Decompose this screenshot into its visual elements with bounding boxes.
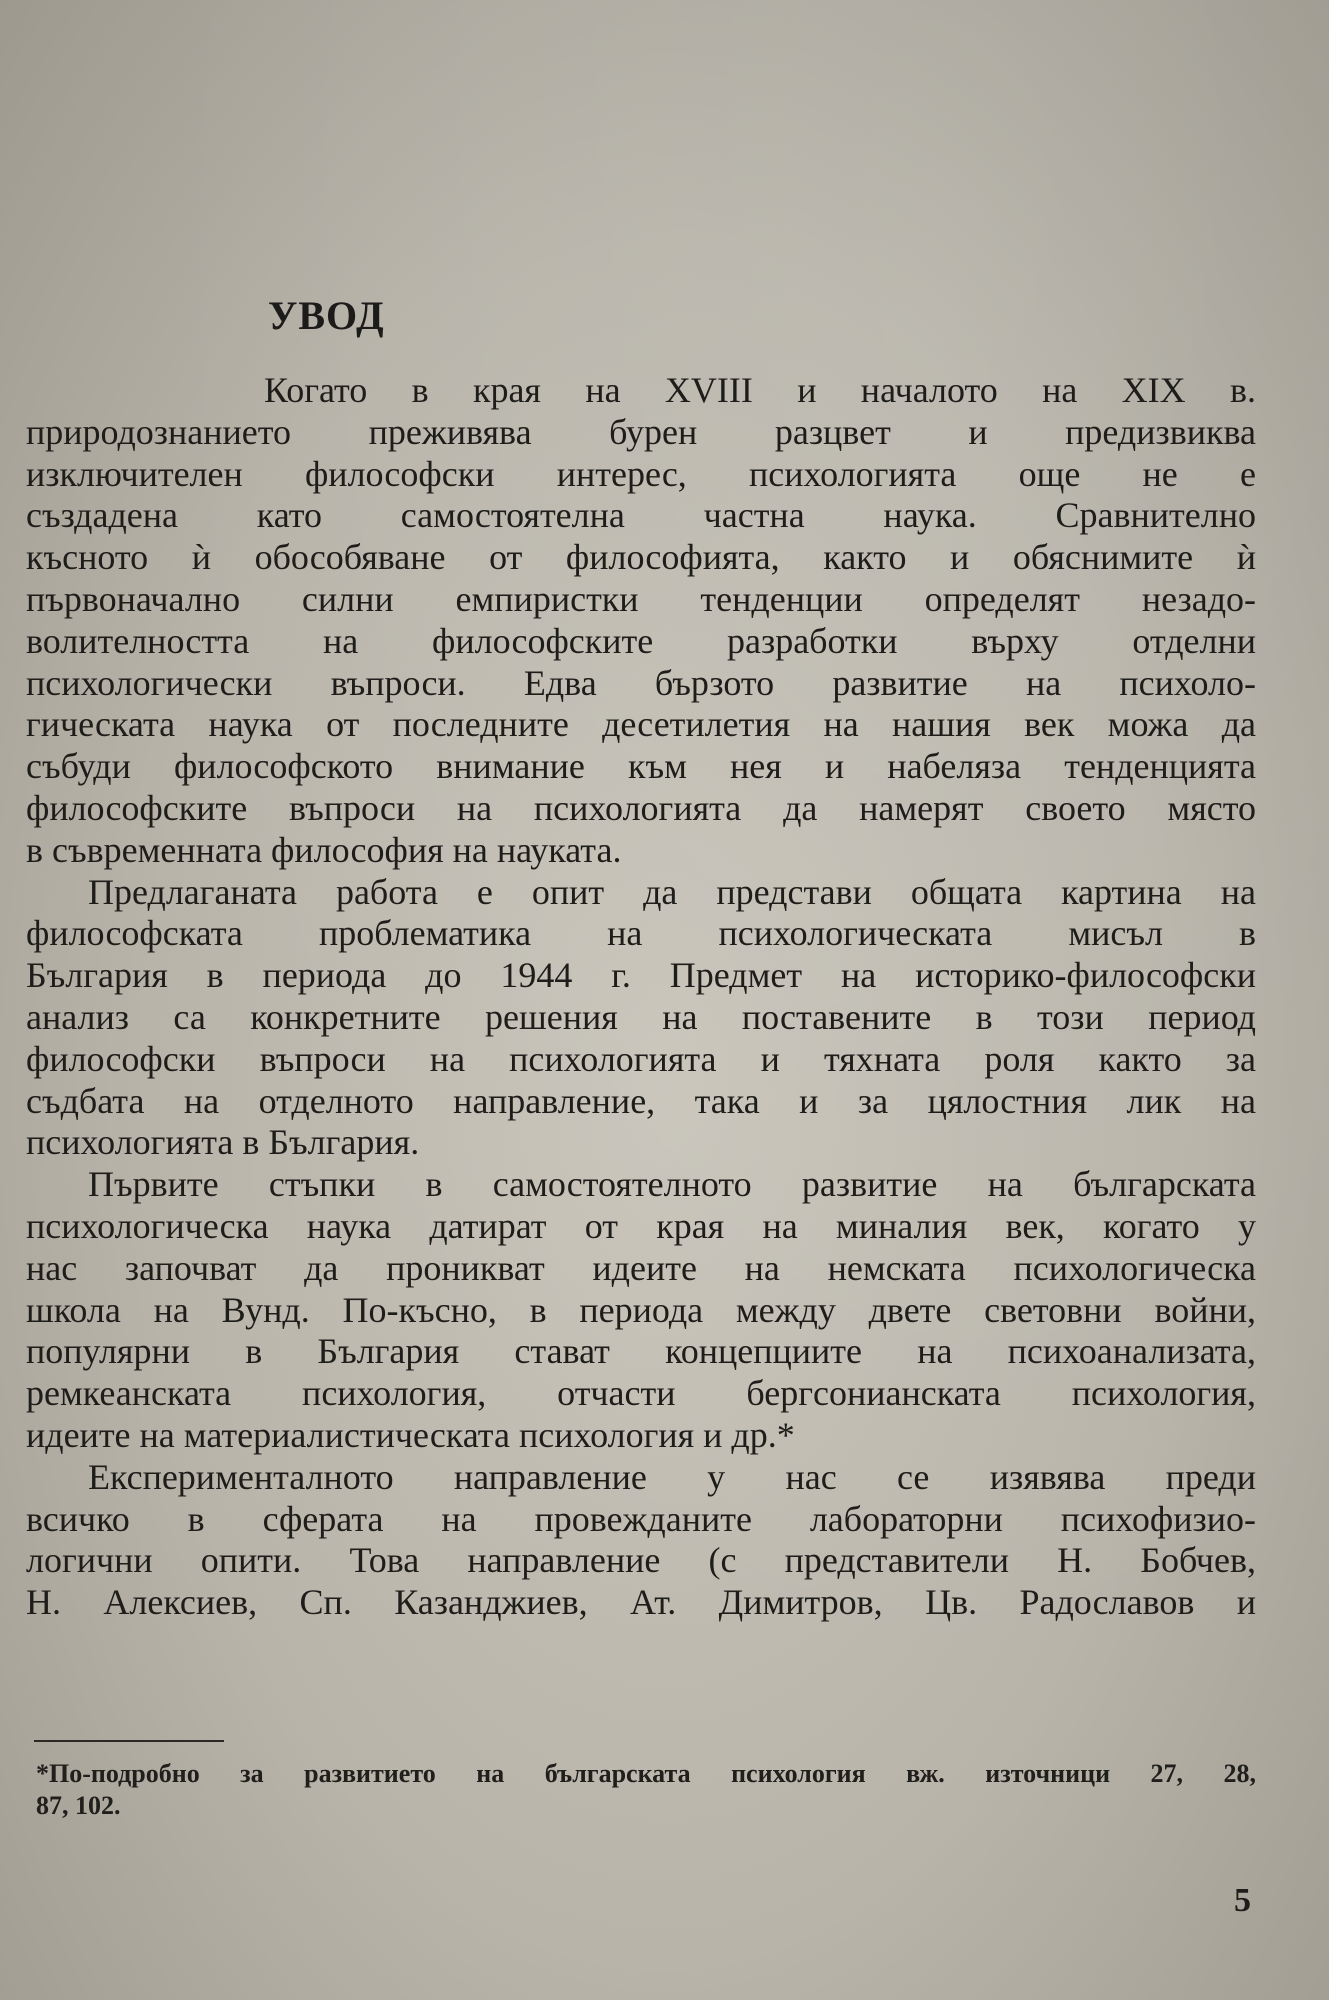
text-line: философските въпроси на психологията да намерят своето място — [26, 787, 1256, 828]
text-line: психологически въпроси. Едва бързото развитие на психоло- — [26, 662, 1256, 703]
footnote-line: 87, 102. — [36, 1791, 121, 1820]
page-number: 5 — [1234, 1882, 1251, 1919]
footnote-line: *По-подробно за развитието на българската психология вж. източници 27, 28, — [36, 1759, 1256, 1788]
text-line: съдбата на отделното направление, така и за цялостния лик на — [26, 1080, 1256, 1121]
chapter-heading: УВОД — [268, 293, 385, 338]
text-line: късното ѝ обособяване от философията, както и обяснимите ѝ — [26, 537, 1256, 578]
text-line: първоначално силни емпиристки тенденции определят незадо- — [26, 578, 1256, 619]
text-line: психологическа наука датират от края на миналия век, когато у — [26, 1205, 1256, 1246]
text-line: психологията в България. — [26, 1122, 420, 1163]
text-line: изключителен философски интерес, психологията още не е — [26, 453, 1256, 494]
text-line: ремкеанската психология, отчасти бергсонианската психология, — [26, 1373, 1256, 1414]
body-text — [26, 370, 1256, 1624]
text-line: всичко в сферата на провежданите лабораторни психофизио- — [26, 1498, 1256, 1539]
text-line: Предлаганата работа е опит да представи общата картина на — [88, 871, 1256, 912]
text-line: Първите стъпки в самостоятелното развитие на българската — [88, 1164, 1256, 1205]
text-line: популярни в България стават концепциите на психоанализата, — [26, 1331, 1256, 1372]
text-line: Експерименталното направление у нас се изявява преди — [88, 1456, 1256, 1497]
footnote-divider — [34, 1740, 224, 1742]
text-line: волителността на философските разработки върху отделни — [26, 620, 1256, 661]
text-line: философски въпроси на психологията и тяхната роля както за — [26, 1038, 1256, 1079]
text-line: събуди философското внимание към нея и набеляза тенденцията — [26, 746, 1256, 787]
text-line: анализ са конкретните решения на поставените в този период — [26, 996, 1256, 1037]
text-line: Когато в края на XVIII и началото на XIX в. — [264, 370, 1256, 410]
text-line: школа на Вунд. По-късно, в периода между двете световни войни, — [26, 1289, 1256, 1330]
text-line: природознанието преживява бурен разцвет и предизвиква — [26, 411, 1256, 452]
text-line: идеите на материалистическата психология и др.* — [26, 1414, 795, 1455]
text-line: логични опити. Това направление (с представители Н. Бобчев, — [26, 1540, 1256, 1581]
text-line: България в периода до 1944 г. Предмет на историко-философски — [26, 955, 1256, 996]
text-line: Н. Алексиев, Сп. Казанджиев, Ат. Димитров, Цв. Радославов и — [26, 1582, 1256, 1623]
text-line: създадена като самостоятелна частна наука. Сравнително — [26, 495, 1256, 536]
text-line: нас започват да проникват идеите на немската психологическа — [26, 1247, 1256, 1288]
text-line: гическата наука от последните десетилетия на нашия век можа да — [26, 704, 1256, 745]
text-line: философската проблематика на психологическата мисъл в — [26, 913, 1256, 954]
text-line: в съвременната философия на науката. — [26, 829, 622, 870]
footnote — [36, 1758, 1256, 1822]
